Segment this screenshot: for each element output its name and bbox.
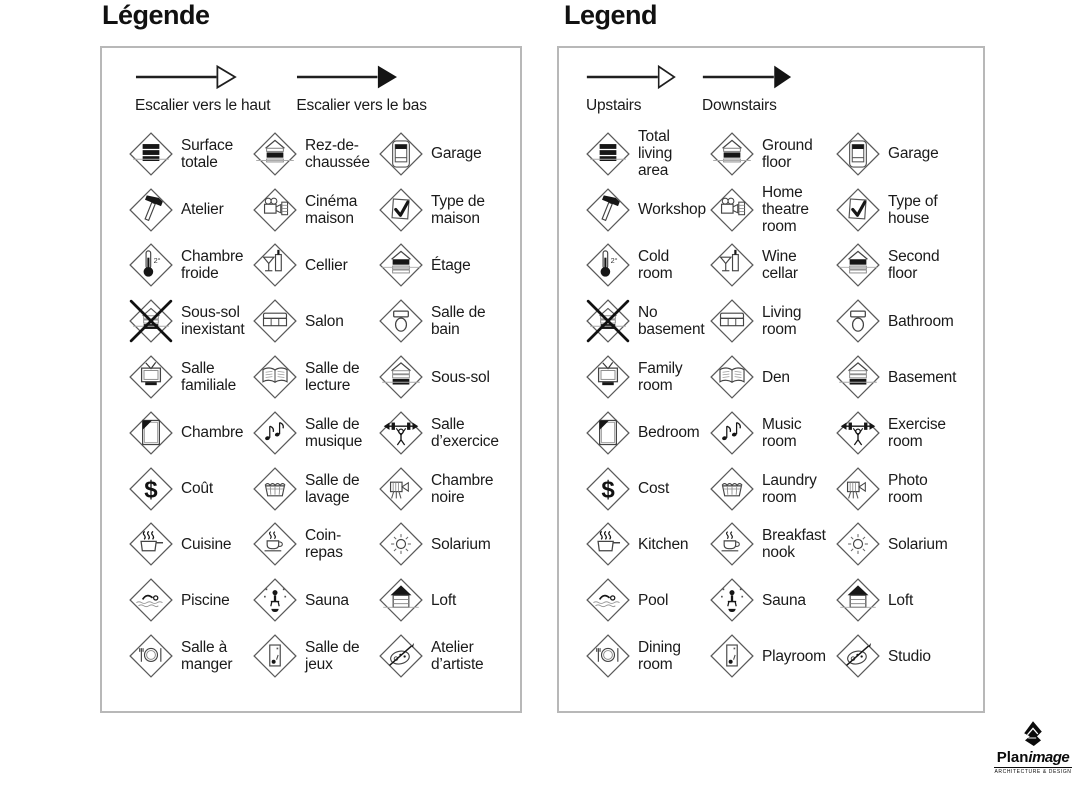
ground-floor-icon xyxy=(709,131,755,177)
legend-item-check-house xyxy=(829,182,979,238)
legend-item-label: Chambre xyxy=(181,424,244,442)
legend-item-label: Den xyxy=(762,368,790,386)
dollar-icon xyxy=(128,466,174,512)
legend-item-label: Kitchen xyxy=(638,535,689,553)
legend-item-label: Breakfast nook xyxy=(762,527,826,562)
legend-item-camera-tripod xyxy=(372,461,516,517)
legend-item-label: Bedroom xyxy=(638,424,700,442)
sun-icon xyxy=(378,521,424,567)
legend-item-car xyxy=(372,126,516,182)
legend-item-sun xyxy=(829,517,979,573)
legend-item-label: Cellier xyxy=(305,256,348,274)
check-house-icon xyxy=(835,187,881,233)
legend-item-swimmer xyxy=(579,572,703,628)
playroom-icon xyxy=(252,633,298,679)
legend-item-no-basement xyxy=(122,293,246,349)
legend-item-label: Rez-de-chaussée xyxy=(305,136,370,171)
stairs-down-arrow xyxy=(702,62,792,92)
legend-item-label: Sous-sol xyxy=(431,368,490,386)
stairs-up-arrow xyxy=(135,62,237,92)
second-floor-icon xyxy=(835,242,881,288)
legend-item-ground-floor xyxy=(703,126,829,182)
legend-item-label: Second floor xyxy=(888,248,940,283)
legend-item-cooking-pot xyxy=(122,517,246,573)
laundry-basket-icon xyxy=(252,466,298,512)
sofa-icon xyxy=(709,298,755,344)
sauna-icon xyxy=(709,577,755,623)
playroom-icon xyxy=(709,633,755,679)
total-area-icon xyxy=(128,131,174,177)
logo-text-plan: Plan xyxy=(996,749,1029,766)
legend-item-label: Laundry room xyxy=(762,471,817,506)
legend-item-label: Total living area xyxy=(638,128,673,180)
bed-icon xyxy=(128,410,174,456)
legend-item-playroom xyxy=(246,628,372,684)
camera-tripod-icon xyxy=(378,466,424,512)
legend-item-dining-setting xyxy=(122,628,246,684)
legend-item-label: Salle de lavage xyxy=(305,471,360,506)
legend-item-label: Pool xyxy=(638,591,669,609)
legend-item-hammer xyxy=(579,182,706,238)
legend-item-label: Studio xyxy=(888,647,931,665)
stair-label: Escalier vers le bas xyxy=(296,97,427,114)
legend-item-label: Family room xyxy=(638,360,683,395)
legend-item-laundry-basket xyxy=(703,461,829,517)
svg-text:$: $ xyxy=(144,476,158,504)
stair-label: Downstairs xyxy=(702,97,777,114)
legend-item-dollar xyxy=(122,461,246,517)
legend-item-tv xyxy=(122,349,246,405)
music-notes-icon xyxy=(252,410,298,456)
projector-icon xyxy=(709,187,755,233)
legend-item-total-area xyxy=(579,126,703,182)
legend-item-toilet xyxy=(829,293,979,349)
legend-panel-english xyxy=(557,46,985,713)
planimage-wordmark xyxy=(988,749,1078,766)
legend-item-label: Cost xyxy=(638,480,670,498)
stairs-down-arrow xyxy=(296,62,398,92)
logo-text-image: image xyxy=(1028,749,1070,766)
stair-label: Escalier vers le haut xyxy=(135,97,271,114)
legend-item-label: Workshop xyxy=(638,201,706,219)
legend-item-label: Garage xyxy=(888,145,939,163)
legend-item-label: Coin-repas xyxy=(305,527,343,562)
dollar-icon xyxy=(585,466,631,512)
tv-icon xyxy=(128,354,174,400)
thermometer-icon xyxy=(585,242,631,288)
legend-item-swimmer xyxy=(122,572,246,628)
swimmer-icon xyxy=(585,577,631,623)
legend-item-label: Salle de bain xyxy=(431,304,486,339)
legend-item-check-house xyxy=(372,182,516,238)
legend-grid xyxy=(102,126,520,684)
stairs-row xyxy=(559,48,983,126)
sun-icon xyxy=(835,521,881,567)
legend-item-palette xyxy=(372,628,516,684)
legend-item-label: Music room xyxy=(762,415,802,450)
ground-floor-icon xyxy=(252,131,298,177)
legend-item-label: No basement xyxy=(638,304,705,339)
stair-label: Upstairs xyxy=(586,97,642,114)
svg-text:2°: 2° xyxy=(153,256,161,266)
sofa-icon xyxy=(252,298,298,344)
legend-item-label: Piscine xyxy=(181,591,230,609)
legend-title-french: Légende xyxy=(102,0,210,30)
toilet-icon xyxy=(835,298,881,344)
stairs-row xyxy=(102,48,520,126)
legend-item-ground-floor xyxy=(246,126,372,182)
laundry-basket-icon xyxy=(709,466,755,512)
legend-item-label: Bathroom xyxy=(888,312,954,330)
wine-cellar-icon xyxy=(709,242,755,288)
legend-item-sofa xyxy=(703,293,829,349)
basement-icon xyxy=(835,354,881,400)
legend-item-music-notes xyxy=(703,405,829,461)
legend-item-label: Loft xyxy=(888,591,914,609)
legend-item-label: Salle d’exercice xyxy=(431,415,499,450)
palette-icon xyxy=(835,633,881,679)
legend-item-label: Salle familiale xyxy=(181,360,237,395)
legend-item-label: Playroom xyxy=(762,647,826,665)
legend-item-label: Surface totale xyxy=(181,136,234,171)
hammer-icon xyxy=(585,187,631,233)
legend-item-basement xyxy=(372,349,516,405)
legend-item-label: Basement xyxy=(888,368,957,386)
legend-item-sauna xyxy=(246,572,372,628)
legend-item-palette xyxy=(829,628,979,684)
open-book-icon xyxy=(252,354,298,400)
legend-item-music-notes xyxy=(246,405,372,461)
legend-item-label: Chambre noire xyxy=(431,471,494,506)
legend-item-sofa xyxy=(246,293,372,349)
legend-item-label: Salle à manger xyxy=(181,639,233,674)
dining-setting-icon xyxy=(585,633,631,679)
no-basement-icon xyxy=(128,298,174,344)
legend-item-total-area xyxy=(122,126,246,182)
legend-item-projector xyxy=(246,182,372,238)
legend-item-label: Ground floor xyxy=(762,136,813,171)
legend-item-open-book xyxy=(703,349,829,405)
total-area-icon xyxy=(585,131,631,177)
weightlifter-icon xyxy=(835,410,881,456)
legend-item-hammer xyxy=(122,182,246,238)
sauna-icon xyxy=(252,577,298,623)
car-icon xyxy=(835,131,881,177)
legend-item-label: Sauna xyxy=(305,591,349,609)
cooking-pot-icon xyxy=(128,521,174,567)
dining-setting-icon xyxy=(128,633,174,679)
legend-item-car xyxy=(829,126,979,182)
weightlifter-icon xyxy=(378,410,424,456)
legend-item-label: Cinéma maison xyxy=(305,192,358,227)
stair-direction xyxy=(135,62,270,115)
stairs-up-arrow xyxy=(586,62,676,92)
legend-item-label: Solarium xyxy=(431,535,491,553)
legend-item-thermometer xyxy=(122,238,246,294)
legend-item-sun xyxy=(372,517,516,573)
no-basement-icon xyxy=(585,298,631,344)
legend-item-label: Sauna xyxy=(762,591,806,609)
planimage-logo xyxy=(988,717,1078,775)
legend-item-loft xyxy=(829,572,979,628)
svg-text:$: $ xyxy=(601,476,615,504)
stair-direction xyxy=(702,62,792,115)
legend-item-weightlifter xyxy=(829,405,979,461)
toilet-icon xyxy=(378,298,424,344)
legend-item-coffee-cup xyxy=(703,517,829,573)
thermometer-icon xyxy=(128,242,174,288)
legend-item-dining-setting xyxy=(579,628,703,684)
legend-item-toilet xyxy=(372,293,516,349)
legend-item-label: Atelier xyxy=(181,201,224,219)
legend-item-label: Type de maison xyxy=(431,192,485,227)
loft-icon xyxy=(378,577,424,623)
legend-item-playroom xyxy=(703,628,829,684)
tv-icon xyxy=(585,354,631,400)
stair-direction xyxy=(586,62,676,115)
legend-title-english: Legend xyxy=(564,0,658,30)
swimmer-icon xyxy=(128,577,174,623)
legend-item-basement xyxy=(829,349,979,405)
palette-icon xyxy=(378,633,424,679)
car-icon xyxy=(378,131,424,177)
legend-item-dollar xyxy=(579,461,703,517)
bed-icon xyxy=(585,410,631,456)
legend-item-weightlifter xyxy=(372,405,516,461)
legend-item-label: Home theatre room xyxy=(762,184,809,236)
coffee-cup-icon xyxy=(709,521,755,567)
legend-item-label: Chambre froide xyxy=(181,248,244,283)
legend-item-second-floor xyxy=(372,238,516,294)
legend-item-label: Sous-sol inexistant xyxy=(181,304,245,339)
legend-item-bed xyxy=(122,405,246,461)
legend-item-label: Cold room xyxy=(638,248,673,283)
legend-item-coffee-cup xyxy=(246,517,372,573)
open-book-icon xyxy=(709,354,755,400)
legend-item-label: Salle de lecture xyxy=(305,360,360,395)
legend-item-label: Étage xyxy=(431,256,471,274)
second-floor-icon xyxy=(378,242,424,288)
legend-item-thermometer xyxy=(579,238,703,294)
legend-item-label: Salle de musique xyxy=(305,415,363,450)
legend-item-second-floor xyxy=(829,238,979,294)
legend-item-label: Salle de jeux xyxy=(305,639,360,674)
legend-item-bed xyxy=(579,405,703,461)
legend-grid xyxy=(559,126,983,684)
legend-item-tv xyxy=(579,349,703,405)
camera-tripod-icon xyxy=(835,466,881,512)
legend-item-no-basement xyxy=(579,293,703,349)
legend-item-wine-cellar xyxy=(703,238,829,294)
stair-direction xyxy=(296,62,426,115)
legend-item-wine-cellar xyxy=(246,238,372,294)
legend-item-label: Wine cellar xyxy=(762,248,798,283)
legend-item-sauna xyxy=(703,572,829,628)
hammer-icon xyxy=(128,187,174,233)
legend-item-label: Cuisine xyxy=(181,535,232,553)
legend-item-label: Dining room xyxy=(638,639,681,674)
legend-item-label: Living room xyxy=(762,304,802,339)
cooking-pot-icon xyxy=(585,521,631,567)
music-notes-icon xyxy=(709,410,755,456)
legend-panel-french xyxy=(100,46,522,713)
legend-item-loft xyxy=(372,572,516,628)
legend-item-label: Type of house xyxy=(888,192,938,227)
svg-text:2°: 2° xyxy=(610,256,618,266)
check-house-icon xyxy=(378,187,424,233)
planimage-bird-icon xyxy=(988,717,1078,751)
projector-icon xyxy=(252,187,298,233)
legend-item-label: Photo room xyxy=(888,471,928,506)
legend-item-label: Atelier d’artiste xyxy=(431,639,484,674)
loft-icon xyxy=(835,577,881,623)
legend-item-label: Salon xyxy=(305,312,344,330)
legend-item-projector xyxy=(703,182,829,238)
logo-tagline: ARCHITECTURE & DESIGN xyxy=(994,769,1072,775)
legend-item-open-book xyxy=(246,349,372,405)
legend-item-laundry-basket xyxy=(246,461,372,517)
basement-icon xyxy=(378,354,424,400)
legend-item-camera-tripod xyxy=(829,461,979,517)
legend-item-label: Exercise room xyxy=(888,415,946,450)
legend-item-label: Solarium xyxy=(888,535,948,553)
legend-item-label: Loft xyxy=(431,591,457,609)
legend-item-label: Coût xyxy=(181,480,213,498)
legend-item-cooking-pot xyxy=(579,517,703,573)
legend-item-label: Garage xyxy=(431,145,482,163)
coffee-cup-icon xyxy=(252,521,298,567)
wine-cellar-icon xyxy=(252,242,298,288)
